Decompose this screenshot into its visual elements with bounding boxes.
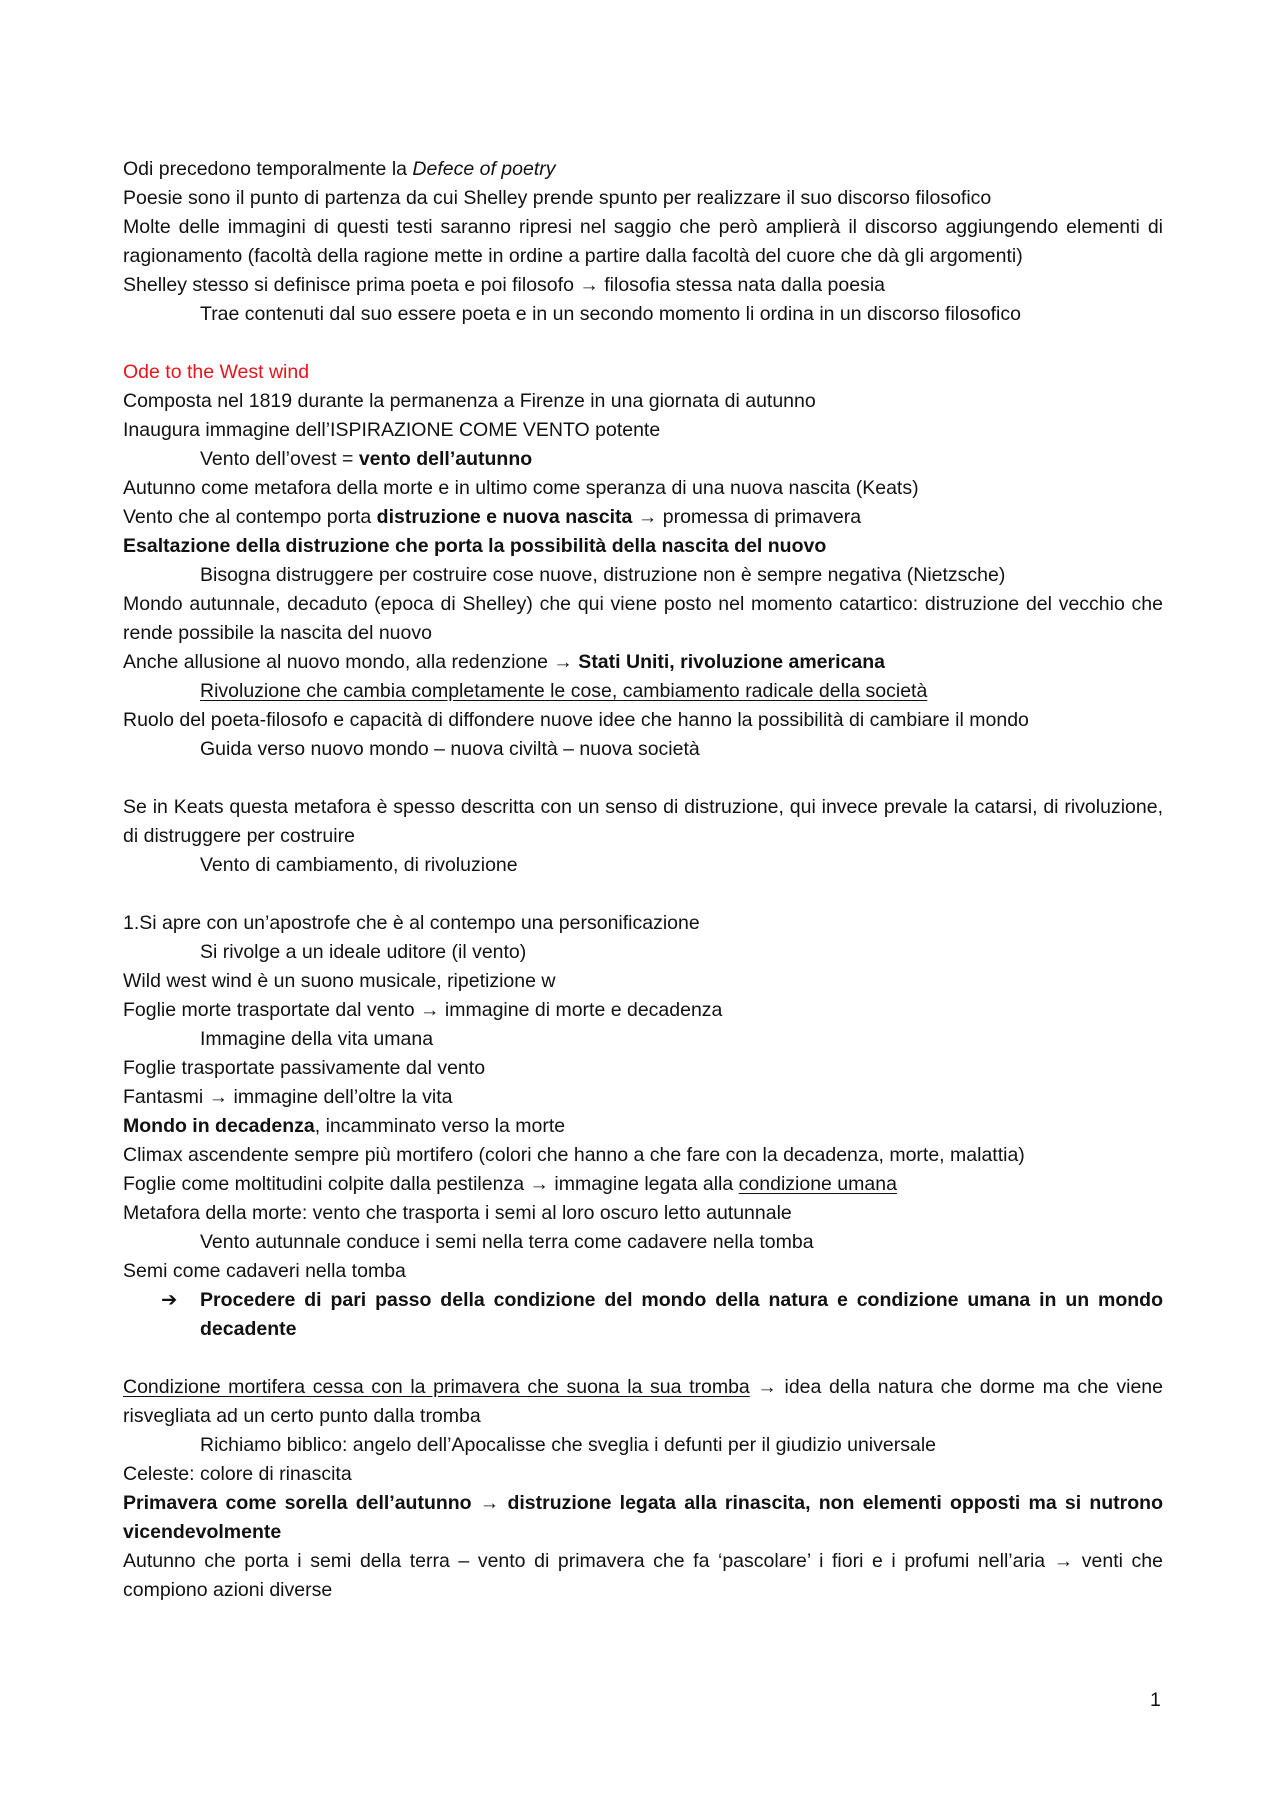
paragraph: Anche allusione al nuovo mondo, alla redenzione → Stati Uniti, rivoluzione americana xyxy=(123,651,885,673)
paragraph: Esaltazione della distruzione che porta la possibilità della nascita del nuovo xyxy=(123,535,827,557)
emphasis-title: Defece of poetry xyxy=(412,158,556,180)
document-body xyxy=(123,155,1163,1605)
paragraph: Wild west wind è un suono musicale, ripetizione w xyxy=(123,970,556,992)
paragraph: Primavera come sorella dell’autunno → distruzione legata alla rinascita, non elementi opposti ma si nutrono vicendevolmente xyxy=(123,1492,1163,1543)
arrow-bullet-icon: ➔ xyxy=(161,1289,178,1311)
paragraph: Celeste: colore di rinascita xyxy=(123,1463,352,1485)
page-number: 1 xyxy=(1150,1689,1161,1711)
indented-paragraph: Bisogna distruggere per costruire cose nuove, distruzione non è sempre negativa (Nietzsche) xyxy=(200,564,1006,586)
paragraph: Mondo in decadenza, incamminato verso la morte xyxy=(123,1115,566,1137)
indented-paragraph: Trae contenuti dal suo essere poeta e in un secondo momento li ordina in un discorso filosofico xyxy=(200,303,1021,325)
arrow-bullet-item: ➔ Procedere di pari passo della condizione del mondo della natura e condizione umana in un mondo decadente xyxy=(123,1286,1163,1344)
paragraph: Climax ascendente sempre più mortifero (colori che hanno a che fare con la decadenza, morte, malattia) xyxy=(123,1144,1025,1166)
paragraph: Metafora della morte: vento che trasporta i semi al loro oscuro letto autunnale xyxy=(123,1202,792,1224)
indented-paragraph: Si rivolge a un ideale uditore (il vento) xyxy=(200,941,527,963)
paragraph: Se in Keats questa metafora è spesso descritta con un senso di distruzione, qui invece prevale la catarsi, di rivoluzione, di distruggere per costruire xyxy=(123,796,1163,847)
section-heading: Ode to the West wind xyxy=(123,361,310,383)
paragraph: Foglie trasportate passivamente dal vento xyxy=(123,1057,486,1079)
paragraph: Foglie come moltitudini colpite dalla pestilenza → immagine legata alla condizione umana xyxy=(123,1173,897,1195)
paragraph: Odi precedono temporalmente la Defece of poetry xyxy=(123,158,556,180)
paragraph: 1.Si apre con un’apostrofe che è al contempo una personificazione xyxy=(123,912,700,934)
indented-paragraph: Immagine della vita umana xyxy=(200,1028,434,1050)
paragraph: Poesie sono il punto di partenza da cui Shelley prende spunto per realizzare il suo discorso filosofico xyxy=(123,187,992,209)
indented-paragraph: Rivoluzione che cambia completamente le cose, cambiamento radicale della società xyxy=(200,680,928,702)
indented-paragraph: Guida verso nuovo mondo – nuova civiltà – nuova società xyxy=(200,738,700,760)
indented-paragraph: Vento di cambiamento, di rivoluzione xyxy=(200,854,518,876)
paragraph: Fantasmi → immagine dell’oltre la vita xyxy=(123,1086,453,1108)
paragraph: Molte delle immagini di questi testi saranno ripresi nel saggio che però amplierà il discorso aggiungendo elementi di ragionamento (facoltà della ragione mette in ordine a partire dalla facoltà del cuore che dà gli argomenti) xyxy=(123,216,1163,267)
paragraph: Mondo autunnale, decaduto (epoca di Shelley) che qui viene posto nel momento catartico: distruzione del vecchio che rende possibile la nascita del nuovo xyxy=(123,593,1163,644)
paragraph: Condizione mortifera cessa con la primavera che suona la sua tromba → idea della natura che dorme ma che viene risvegliata ad un certo punto dalla tromba xyxy=(123,1376,1163,1427)
paragraph: Composta nel 1819 durante la permanenza a Firenze in una giornata di autunno xyxy=(123,390,816,412)
indented-paragraph: Vento autunnale conduce i semi nella terra come cadavere nella tomba xyxy=(200,1231,814,1253)
paragraph: Vento che al contempo porta distruzione e nuova nascita → promessa di primavera xyxy=(123,506,862,528)
paragraph: Foglie morte trasportate dal vento → immagine di morte e decadenza xyxy=(123,999,723,1021)
indented-paragraph: Richiamo biblico: angelo dell’Apocalisse che sveglia i defunti per il giudizio universale xyxy=(200,1434,936,1456)
indented-paragraph: Vento dell’ovest = vento dell’autunno xyxy=(200,448,533,470)
paragraph: Autunno come metafora della morte e in ultimo come speranza di una nuova nascita (Keats) xyxy=(123,477,919,499)
paragraph: Shelley stesso si definisce prima poeta e poi filosofo → filosofia stessa nata dalla poesia xyxy=(123,274,886,296)
paragraph: Semi come cadaveri nella tomba xyxy=(123,1260,406,1282)
paragraph: Autunno che porta i semi della terra – vento di primavera che fa ‘pascolare’ i fiori e i profumi nell’aria → venti che compiono azioni diverse xyxy=(123,1550,1163,1601)
paragraph: Ruolo del poeta-filosofo e capacità di diffondere nuove idee che hanno la possibilità di cambiare il mondo xyxy=(123,709,1029,731)
paragraph: Inaugura immagine dell’ISPIRAZIONE COME VENTO potente xyxy=(123,419,661,441)
